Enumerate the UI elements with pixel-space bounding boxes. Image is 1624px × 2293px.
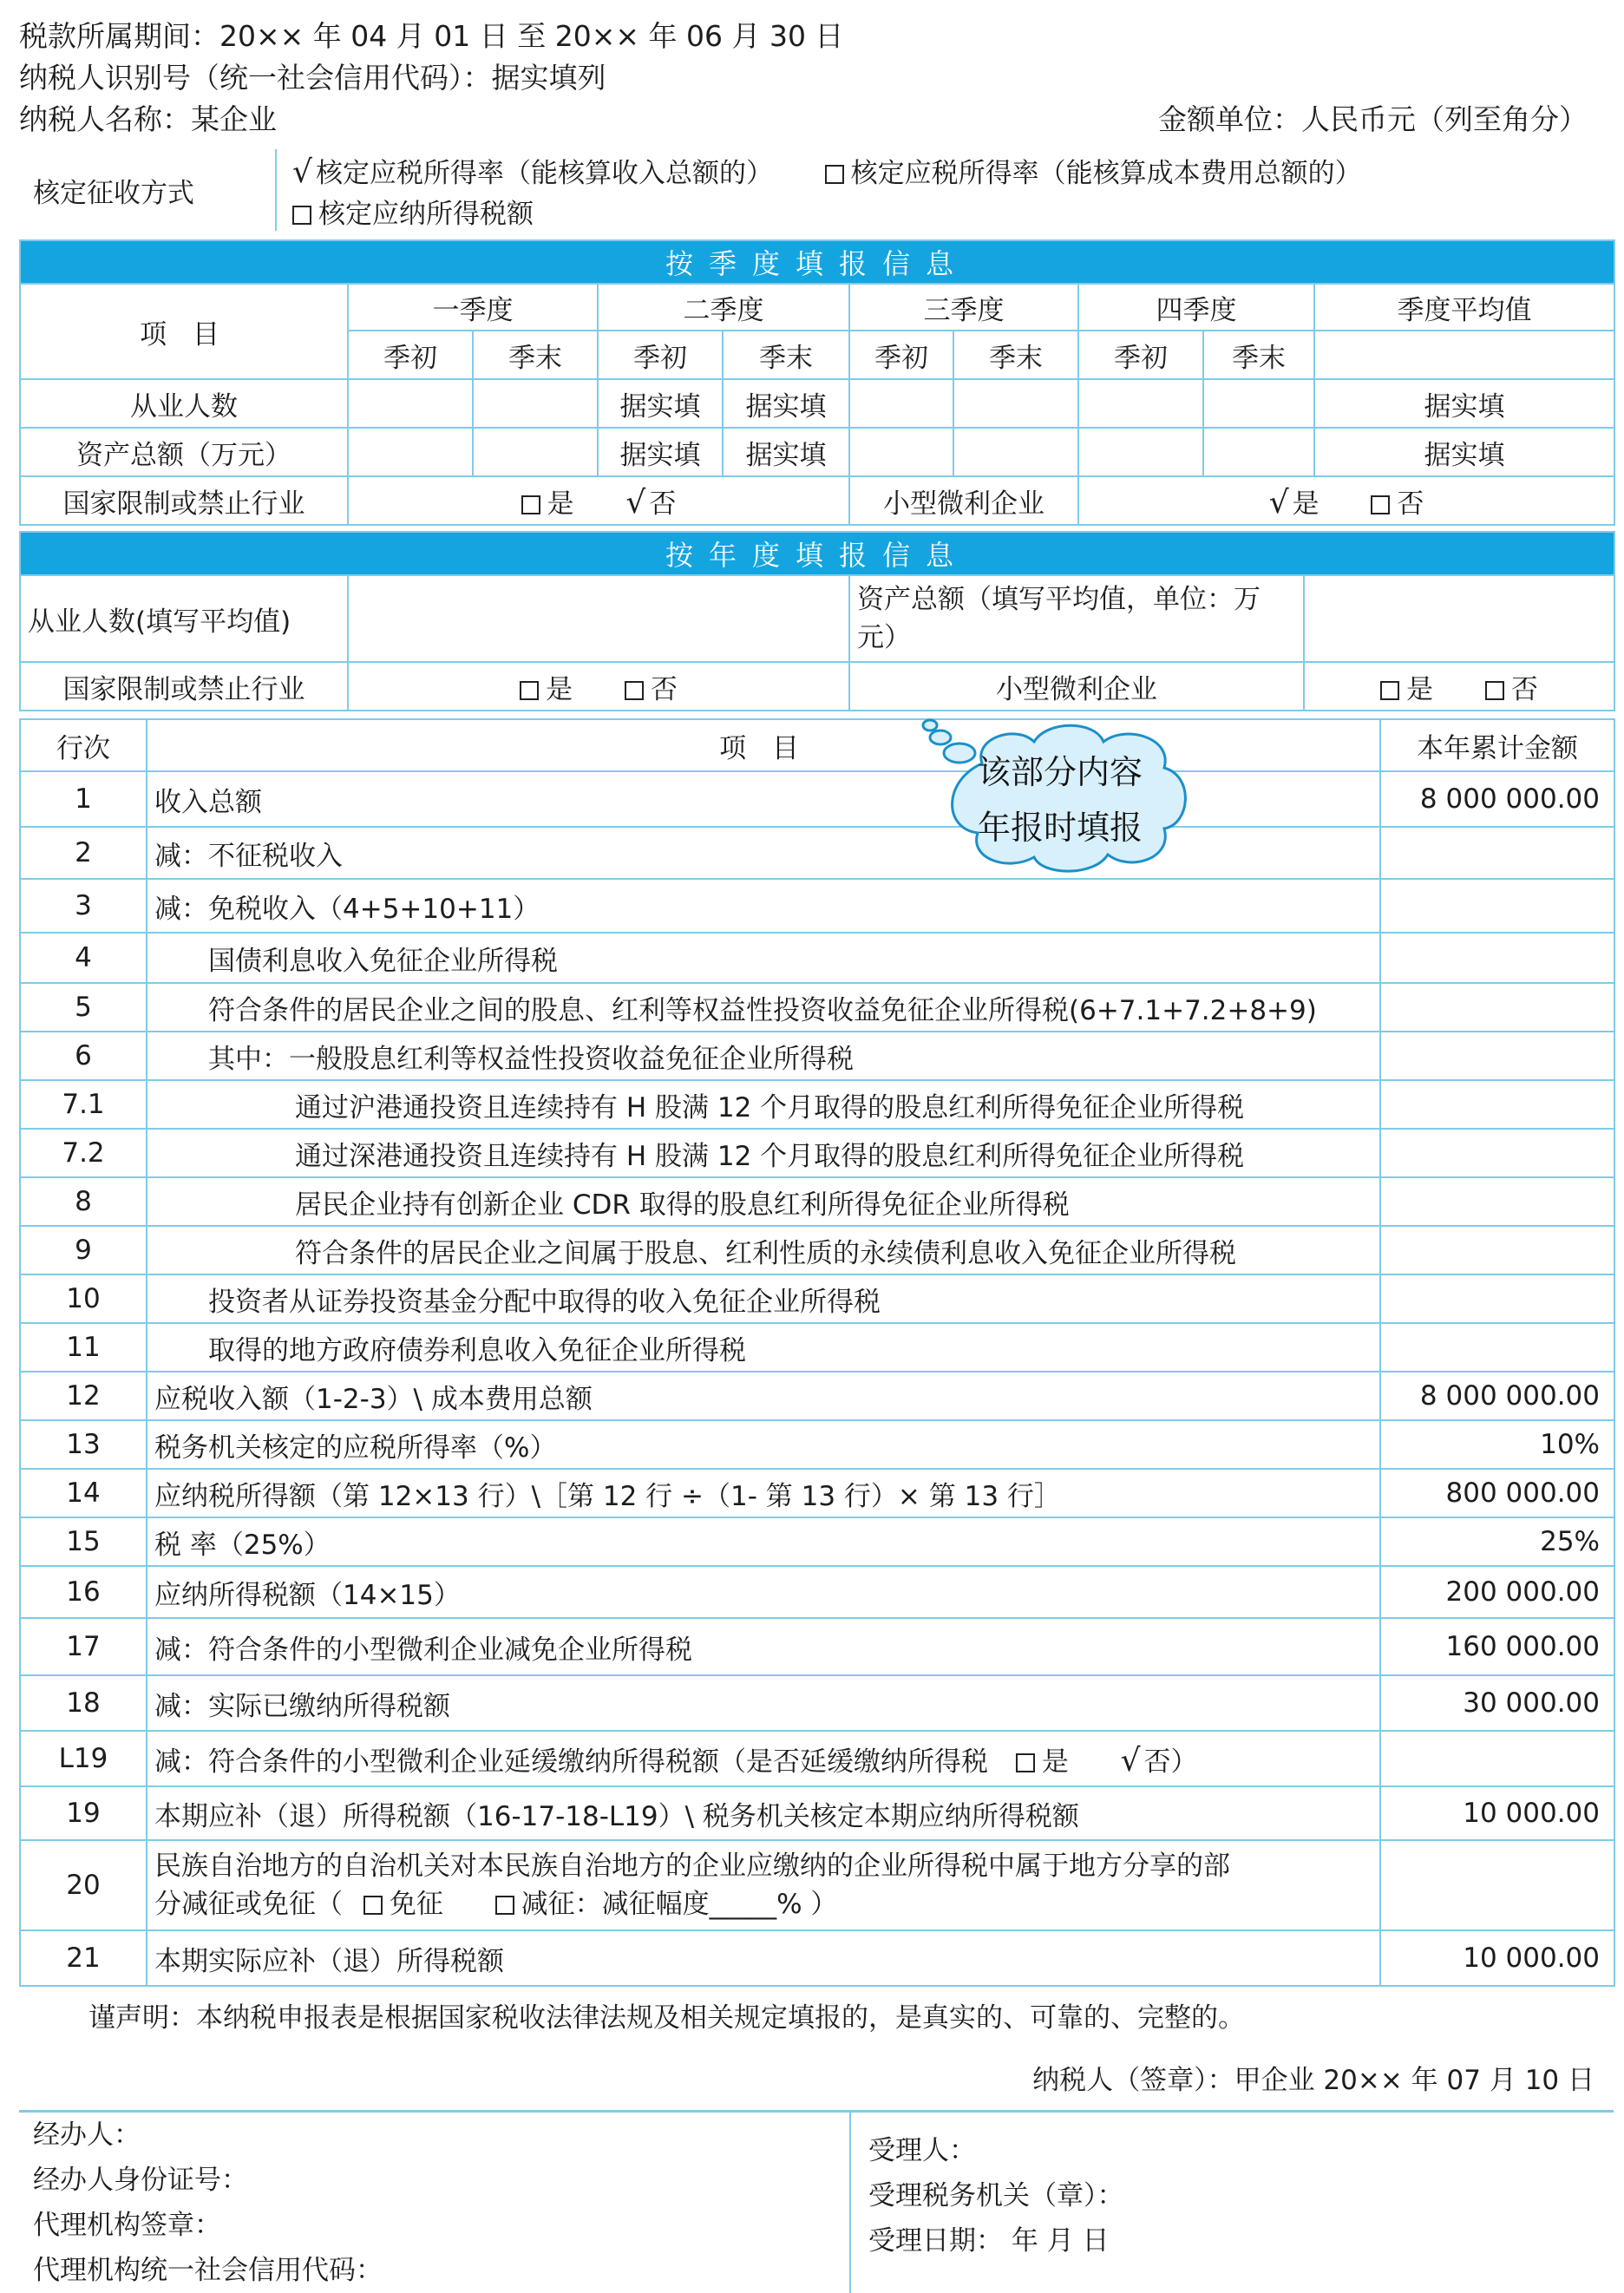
q2-end: 季末 bbox=[723, 331, 849, 379]
restricted-label: 国家限制或禁止行业 bbox=[20, 476, 348, 525]
row-no: 14 bbox=[20, 1469, 147, 1517]
row-item: 符合条件的居民企业之间属于股息、红利性质的永续债利息收入免征企业所得税 bbox=[147, 1226, 1380, 1274]
method-option-income: 核定应税所得率（能核算收入总额的） bbox=[316, 158, 773, 189]
agent-block bbox=[19, 2112, 850, 2293]
quarterly-info-table bbox=[19, 239, 1615, 526]
row-amount[interactable]: 8 000 000.00 bbox=[1380, 771, 1614, 827]
small-label: 小型微利企业 bbox=[849, 476, 1078, 525]
row-item: 应税收入额（1-2-3）\ 成本费用总额 bbox=[147, 1372, 1380, 1420]
row-no: 8 bbox=[20, 1177, 147, 1226]
row-no: 17 bbox=[20, 1618, 147, 1675]
yes-label: 是 bbox=[1406, 674, 1433, 705]
row-no: 7.2 bbox=[20, 1129, 147, 1177]
cell[interactable] bbox=[348, 428, 473, 476]
row-no: 10 bbox=[20, 1274, 147, 1323]
row-amount[interactable]: 10 000.00 bbox=[1380, 1786, 1614, 1840]
row-item: 税务机关核定的应税所得率（%） bbox=[147, 1420, 1380, 1469]
row-no: 5 bbox=[20, 983, 147, 1032]
checkbox-icon[interactable] bbox=[292, 206, 311, 225]
annual-restricted-options bbox=[348, 662, 849, 711]
row-amount[interactable] bbox=[1380, 1731, 1614, 1786]
annual-note-bubble bbox=[921, 711, 1199, 876]
assessment-method bbox=[19, 149, 1614, 231]
handling-info bbox=[19, 2110, 1614, 2293]
checkbox-icon[interactable] bbox=[363, 1896, 383, 1915]
receiver-label: 受理人： bbox=[868, 2128, 1607, 2173]
method-option-fixed: 核定应纳所得税额 bbox=[318, 199, 534, 230]
row-item: 投资者从证券投资基金分配中取得的收入免征企业所得税 bbox=[147, 1274, 1380, 1323]
cell[interactable] bbox=[849, 379, 953, 428]
cell[interactable] bbox=[473, 379, 598, 428]
reduce-option: 减征：减征幅度_____% ） bbox=[521, 1889, 838, 1920]
item-header: 项 目 bbox=[20, 284, 348, 379]
tax-office-label: 受理税务机关（章）： bbox=[868, 2173, 1607, 2218]
row-item: 减：免税收入（4+5+10+11） bbox=[147, 879, 1380, 933]
quarterly-band: 按季度填报信息 bbox=[20, 240, 1614, 284]
method-option-cost: 核定应税所得率（能核算成本费用总额的） bbox=[851, 158, 1362, 189]
taxpayer-id: 纳税人识别号（统一社会信用代码）：据实填列 bbox=[19, 59, 606, 97]
checkbox-icon[interactable] bbox=[625, 681, 644, 700]
row-amount[interactable] bbox=[1380, 1177, 1614, 1226]
row-no: 19 bbox=[20, 1786, 147, 1840]
row-item: 税 率（25%） bbox=[147, 1517, 1380, 1566]
row-amount[interactable] bbox=[1380, 1274, 1614, 1323]
q2-header: 二季度 bbox=[598, 284, 849, 331]
cell[interactable] bbox=[953, 428, 1078, 476]
row-no: 21 bbox=[20, 1930, 147, 1986]
row-item: 符合条件的居民企业之间的股息、红利等权益性投资收益免征企业所得税(6+7.1+7.2+8+9) bbox=[147, 983, 1380, 1032]
row-item: 减：符合条件的小型微利企业延缓缴纳所得税额（是否延缓缴纳所得税 bbox=[154, 1746, 988, 1778]
bubble-text bbox=[956, 744, 1164, 855]
restricted-options bbox=[348, 476, 849, 525]
small-options bbox=[1078, 476, 1614, 525]
q1-end: 季末 bbox=[473, 331, 598, 379]
cell[interactable]: 据实填 bbox=[598, 428, 723, 476]
checkmark-icon[interactable]: √ bbox=[1269, 485, 1289, 521]
row-item-l19 bbox=[147, 1731, 1380, 1786]
checkbox-icon[interactable] bbox=[1371, 495, 1390, 514]
row-no: 1 bbox=[20, 771, 147, 827]
annual-small-options bbox=[1304, 662, 1614, 711]
row-no: 12 bbox=[20, 1372, 147, 1420]
row-amount[interactable] bbox=[1380, 1080, 1614, 1129]
annual-info-table bbox=[19, 531, 1615, 711]
cell[interactable] bbox=[1078, 428, 1203, 476]
row-item-cont: 分减征或免征（ bbox=[154, 1889, 343, 1920]
q2-begin: 季初 bbox=[598, 331, 723, 379]
row-amount[interactable]: 800 000.00 bbox=[1380, 1469, 1614, 1517]
declaration: 谨声明：本纳税申报表是根据国家税收法律法规及相关规定填报的，是真实的、可靠的、完整的。 bbox=[88, 1995, 1245, 2034]
employees-label: 从业人数 bbox=[20, 379, 348, 428]
row-amount[interactable]: 10% bbox=[1380, 1420, 1614, 1469]
checkbox-icon[interactable] bbox=[495, 1896, 514, 1915]
col-amount-header: 本年累计金额 bbox=[1380, 719, 1614, 771]
receiver-block bbox=[850, 2112, 1614, 2293]
cell[interactable]: 据实填 bbox=[1314, 428, 1614, 476]
col-item-header: 项 目 bbox=[147, 719, 1380, 771]
checkbox-icon[interactable] bbox=[825, 165, 844, 184]
annual-employees-label: 从业人数(填写平均值) bbox=[20, 575, 348, 662]
row-no: 11 bbox=[20, 1323, 147, 1372]
row-item: 减：实际已缴纳所得税额 bbox=[147, 1675, 1380, 1731]
no-label: 否 bbox=[1397, 488, 1424, 520]
checkbox-icon[interactable] bbox=[520, 681, 539, 700]
cell[interactable]: 据实填 bbox=[1314, 379, 1614, 428]
row-item: 本期实际应补（退）所得税额 bbox=[147, 1930, 1380, 1986]
row-amount[interactable] bbox=[1380, 827, 1614, 879]
row-amount[interactable]: 25% bbox=[1380, 1517, 1614, 1566]
cell[interactable]: 据实填 bbox=[598, 379, 723, 428]
row-no: 3 bbox=[20, 879, 147, 933]
row-amount[interactable]: 8 000 000.00 bbox=[1380, 1372, 1614, 1420]
checkmark-icon[interactable]: √ bbox=[1121, 1743, 1141, 1779]
yes-label: 是 bbox=[1293, 488, 1320, 520]
row-no: 7.1 bbox=[20, 1080, 147, 1129]
row-item: 居民企业持有创新企业 CDR 取得的股息红利所得免征企业所得税 bbox=[147, 1177, 1380, 1226]
row-amount[interactable] bbox=[1380, 1032, 1614, 1080]
row-amount[interactable]: 10 000.00 bbox=[1380, 1930, 1614, 1986]
row-no: 20 bbox=[20, 1840, 147, 1930]
q3-end: 季末 bbox=[953, 331, 1078, 379]
row-item: 其中：一般股息红利等权益性投资收益免征企业所得税 bbox=[147, 1032, 1380, 1080]
cell[interactable] bbox=[1203, 379, 1314, 428]
annual-band: 按年度填报信息 bbox=[20, 532, 1614, 575]
row-item: 应纳税所得额（第 12×13 行）\［第 12 行 ÷（1- 第 13 行）× 第 13 行］ bbox=[147, 1469, 1380, 1517]
l19-no: 否） bbox=[1144, 1746, 1198, 1778]
q1-header: 一季度 bbox=[348, 284, 598, 331]
row-no: 4 bbox=[20, 933, 147, 983]
row-no: L19 bbox=[20, 1731, 147, 1786]
q4-begin: 季初 bbox=[1078, 331, 1203, 379]
row-item: 国债利息收入免征企业所得税 bbox=[147, 933, 1380, 983]
row-item: 减：不征税收入 bbox=[147, 827, 1380, 879]
row-item-20 bbox=[147, 1840, 1380, 1930]
yes-label: 是 bbox=[547, 488, 574, 520]
annual-assets-label: 资产总额（填写平均值，单位：万元） bbox=[849, 575, 1304, 662]
bubble-line2: 年报时填报 bbox=[956, 800, 1164, 855]
q3-begin: 季初 bbox=[849, 331, 953, 379]
row-amount[interactable] bbox=[1380, 933, 1614, 983]
cell[interactable] bbox=[849, 428, 953, 476]
cell[interactable] bbox=[348, 379, 473, 428]
row-item: 通过深港通投资且连续持有 H 股满 12 个月取得的股息红利所得免征企业所得税 bbox=[147, 1129, 1380, 1177]
cell[interactable]: 据实填 bbox=[723, 428, 849, 476]
avg-header: 季度平均值 bbox=[1314, 284, 1614, 331]
cell[interactable] bbox=[1078, 379, 1203, 428]
row-amount[interactable]: 200 000.00 bbox=[1380, 1566, 1614, 1618]
checkbox-icon[interactable] bbox=[1016, 1753, 1035, 1772]
col-row-header: 行次 bbox=[20, 719, 147, 771]
method-label: 核定征收方式 bbox=[19, 149, 276, 231]
cell[interactable] bbox=[1203, 428, 1314, 476]
checkbox-icon[interactable] bbox=[1380, 681, 1399, 700]
row-amount[interactable]: 30 000.00 bbox=[1380, 1675, 1614, 1731]
bubble-line1: 该部分内容 bbox=[956, 744, 1164, 800]
checkmark-icon[interactable]: √ bbox=[625, 485, 645, 521]
agency-code-label: 代理机构统一社会信用代码： bbox=[33, 2248, 842, 2293]
row-item-20-line2 bbox=[154, 1885, 1372, 1923]
annual-restricted-label: 国家限制或禁止行业 bbox=[20, 662, 348, 711]
row-amount[interactable] bbox=[1380, 1129, 1614, 1177]
agency-seal-label: 代理机构签章： bbox=[33, 2203, 842, 2248]
row-no: 6 bbox=[20, 1032, 147, 1080]
row-item: 民族自治地方的自治机关对本民族自治地方的企业应缴纳的企业所得税中属于地方分享的部 bbox=[154, 1847, 1372, 1885]
cell[interactable]: 据实填 bbox=[723, 379, 849, 428]
avg-sub bbox=[1314, 331, 1614, 379]
exempt-option: 免征 bbox=[390, 1889, 443, 1920]
no-label: 否 bbox=[649, 488, 676, 520]
row-no: 13 bbox=[20, 1420, 147, 1469]
cell[interactable] bbox=[473, 428, 598, 476]
amount-unit: 金额单位：人民币元（列至角分） bbox=[1158, 101, 1588, 139]
taxpayer-signature: 纳税人（签章）：甲企业 20×× 年 07 月 10 日 bbox=[1032, 2058, 1595, 2097]
cell[interactable] bbox=[1304, 575, 1614, 662]
tax-period: 税款所属期间：20×× 年 04 月 01 日 至 20×× 年 06 月 30 日 bbox=[19, 17, 843, 56]
q3-header: 三季度 bbox=[849, 284, 1078, 331]
assets-label: 资产总额（万元） bbox=[20, 428, 348, 476]
agent-id-label: 经办人身份证号： bbox=[33, 2158, 842, 2203]
row-amount[interactable] bbox=[1380, 1840, 1614, 1930]
l19-yes: 是 bbox=[1042, 1746, 1069, 1778]
row-amount[interactable]: 160 000.00 bbox=[1380, 1618, 1614, 1675]
row-no: 15 bbox=[20, 1517, 147, 1566]
row-no: 16 bbox=[20, 1566, 147, 1618]
agent-label: 经办人： bbox=[33, 2113, 842, 2158]
row-item: 本期应补（退）所得税额（16-17-18-L19）\ 税务机关核定本期应纳所得税额 bbox=[147, 1786, 1380, 1840]
row-amount[interactable] bbox=[1380, 1226, 1614, 1274]
row-amount[interactable] bbox=[1380, 983, 1614, 1032]
cell[interactable] bbox=[953, 379, 1078, 428]
checkmark-icon[interactable]: √ bbox=[292, 154, 312, 190]
taxpayer-name: 纳税人名称：某企业 bbox=[19, 101, 277, 139]
cell[interactable] bbox=[348, 575, 849, 662]
checkbox-icon[interactable] bbox=[1485, 681, 1504, 700]
row-no: 2 bbox=[20, 827, 147, 879]
no-label: 否 bbox=[1511, 674, 1538, 705]
row-no: 9 bbox=[20, 1226, 147, 1274]
no-label: 否 bbox=[651, 674, 678, 705]
row-item: 通过沪港通投资且连续持有 H 股满 12 个月取得的股息红利所得免征企业所得税 bbox=[147, 1080, 1380, 1129]
row-item: 应纳所得税额（14×15） bbox=[147, 1566, 1380, 1618]
row-item: 收入总额 bbox=[147, 771, 1380, 827]
yes-label: 是 bbox=[546, 674, 573, 705]
annual-small-label: 小型微利企业 bbox=[849, 662, 1304, 711]
main-calc-table bbox=[19, 718, 1615, 1987]
row-amount[interactable] bbox=[1380, 879, 1614, 933]
row-item: 取得的地方政府债券利息收入免征企业所得税 bbox=[147, 1323, 1380, 1372]
receive-date-label: 受理日期： 年 月 日 bbox=[868, 2218, 1607, 2264]
row-item: 减：符合条件的小型微利企业减免企业所得税 bbox=[147, 1618, 1380, 1675]
q1-begin: 季初 bbox=[348, 331, 473, 379]
row-amount[interactable] bbox=[1380, 1323, 1614, 1372]
q4-end: 季末 bbox=[1203, 331, 1314, 379]
q4-header: 四季度 bbox=[1078, 284, 1314, 331]
checkbox-icon[interactable] bbox=[521, 495, 540, 514]
row-no: 18 bbox=[20, 1675, 147, 1731]
